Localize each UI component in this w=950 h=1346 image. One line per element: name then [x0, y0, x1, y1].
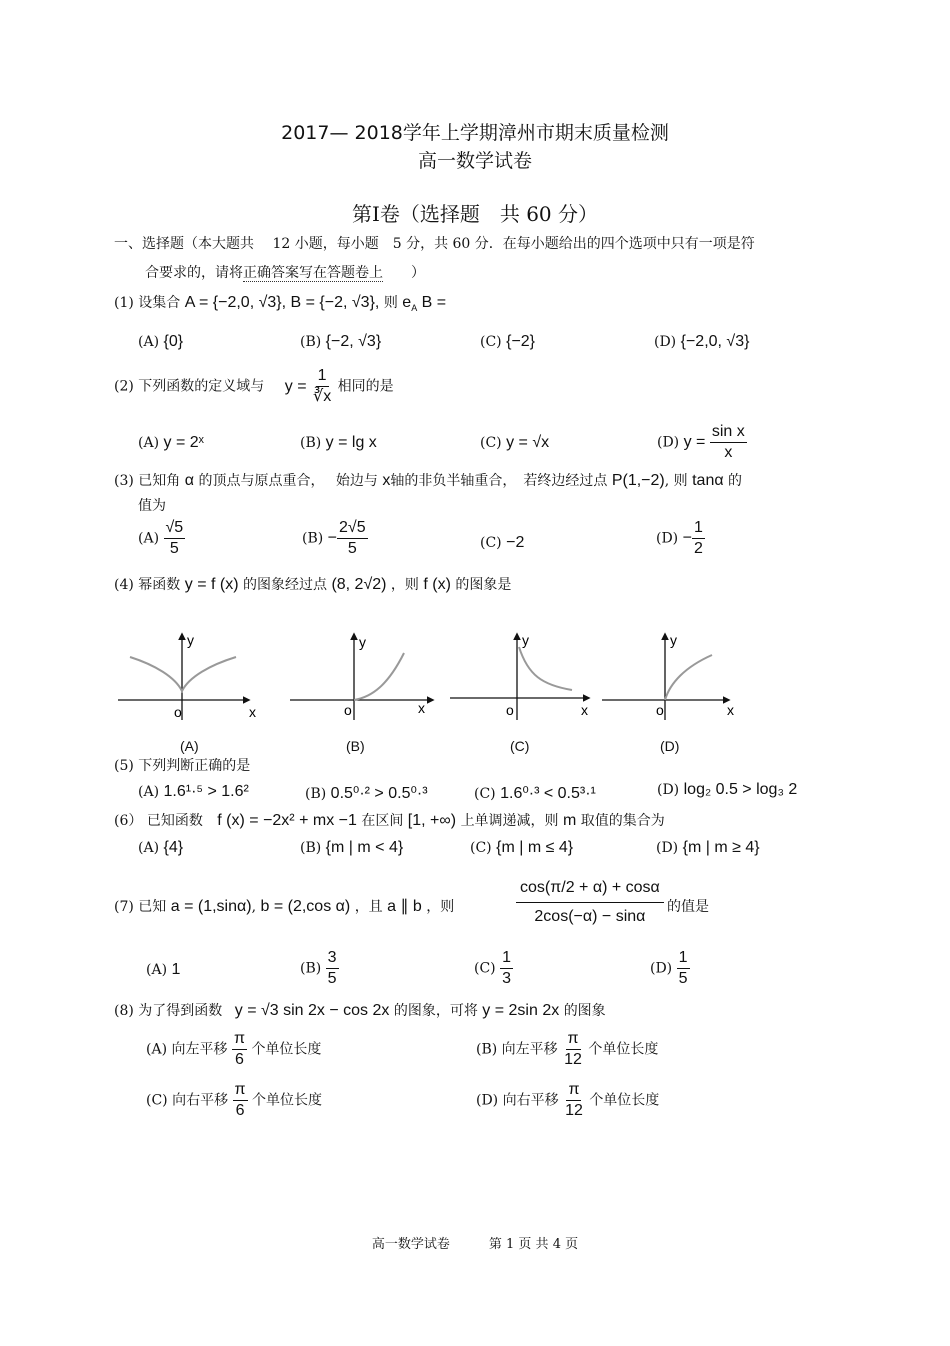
- q7-opt-b-label: (B): [300, 960, 322, 977]
- q4-label-a: (A): [180, 738, 199, 754]
- q3-opt-d-den: 2: [693, 540, 703, 557]
- q8-opt-a-den: 6: [235, 1051, 244, 1068]
- q2-opt-a-label: (A): [138, 435, 160, 451]
- q6-opt-d-label: (D): [656, 840, 679, 856]
- q7-option-b: [300, 948, 339, 989]
- q7-opt-c-den: 3: [502, 970, 511, 987]
- q5-opt-c-value: 1.6⁰·³ < 0.5³·¹: [500, 785, 596, 802]
- instructions-part-c: ）: [383, 265, 425, 281]
- question-6: [114, 810, 665, 830]
- q3-opt-d-num: 1: [692, 518, 705, 539]
- q8-opt-b-num: π: [566, 1029, 581, 1050]
- instructions-emphasis: 正确答案写在答题卷上: [243, 265, 383, 281]
- q7-parallel: a ∥ b: [387, 898, 422, 915]
- q1-number: (1): [114, 295, 134, 311]
- q4-label-b: (B): [346, 738, 365, 754]
- q7-opt-a-label: (A): [146, 962, 168, 978]
- q2-opt-d-fraction: [710, 422, 747, 463]
- q6-text-2: 在区间: [361, 813, 404, 829]
- q7-opt-d-frac: [677, 948, 690, 989]
- q7-text-3: ，则: [426, 899, 455, 915]
- q4-text-2: 的图象经过点: [242, 577, 327, 593]
- q1-opt-d-label: (D): [654, 334, 677, 350]
- q6-opt-a-label: (A): [138, 840, 160, 856]
- q2-option-a: [138, 434, 204, 452]
- q6-opt-c-value: {m | m ≤ 4}: [496, 839, 574, 856]
- q4-graph-c: [450, 632, 588, 720]
- q5-number: (5): [114, 758, 134, 774]
- q2-tail: 相同的是: [337, 378, 394, 395]
- q2-opt-d-value: y =: [683, 433, 706, 451]
- q4-b-xlabel: x: [418, 700, 425, 716]
- q8-opt-c-label: (C) 向右平移: [146, 1092, 229, 1109]
- q8-opt-b-den: 12: [564, 1051, 582, 1068]
- q1-opt-b-value: {−2, √3}: [325, 333, 382, 350]
- q4-d-ylabel: y: [670, 632, 677, 648]
- q4-text-4: 的图象是: [455, 577, 512, 593]
- exam-title: 2017— 2018学年上学期漳州市期末质量检测: [281, 122, 669, 144]
- q8-function: y = √3 sin 2x − cos 2x: [234, 1002, 390, 1019]
- q7-fraction: [516, 876, 664, 927]
- q4-function: y = f (x): [184, 576, 239, 593]
- q7-opt-d-num: 1: [677, 948, 690, 969]
- q6-number: (6）: [114, 813, 143, 829]
- q5-option-b: [305, 783, 428, 803]
- q2-option-d: [657, 422, 747, 463]
- q7-opt-b-den: 5: [327, 970, 337, 987]
- instructions-part-a: 合要求的，请将: [145, 265, 243, 281]
- q7-opt-b-frac: [326, 948, 339, 989]
- q4-a-ylabel: y: [187, 632, 194, 648]
- q8-option-a: [146, 1029, 321, 1070]
- q6-function: f (x) = −2x² + mx −1: [217, 812, 357, 829]
- q3-opt-a-frac: [164, 518, 186, 559]
- q3-number: (3): [114, 473, 134, 489]
- q3-x: x: [382, 472, 391, 489]
- q3-alpha: α: [184, 472, 194, 489]
- q3-opt-b-label: (B): [302, 530, 324, 547]
- q3-tan: tanα: [692, 472, 724, 489]
- q4-point: (8, 2√2): [331, 576, 387, 593]
- q5-opt-b-value: 0.5⁰·² > 0.5⁰·³: [330, 785, 428, 802]
- q4-d-origin: o: [656, 702, 664, 718]
- q1-complement-symbol: e: [402, 294, 412, 311]
- question-3: [114, 470, 742, 490]
- q7-fraction-inner: [516, 876, 664, 927]
- q8-opt-a-label: (A) 向左平移: [146, 1041, 228, 1058]
- q3-text-2: 的顶点与原点重合， 始边与: [198, 473, 378, 489]
- q7-text: 已知: [138, 899, 167, 915]
- q6-opt-b-value: {m | m < 4}: [325, 839, 404, 856]
- q4-number: (4): [114, 577, 134, 593]
- question-8: [114, 1000, 606, 1020]
- q6-opt-a-value: {4}: [163, 839, 184, 856]
- q3-opt-d-sign: −: [682, 529, 692, 547]
- q3-opt-b-num: 2√5: [337, 518, 368, 539]
- q1-opt-a-label: (A): [138, 334, 160, 350]
- q6-interval: [1, +∞): [407, 812, 457, 829]
- q4-label-d: (D): [660, 738, 680, 754]
- q2-opt-b-label: (B): [300, 435, 322, 451]
- q3-opt-a-den: 5: [169, 540, 179, 557]
- q4-label-c: (C): [510, 738, 530, 754]
- q7-opt-d-label: (D): [650, 960, 673, 977]
- q6-text-3: 上单调递减，则: [460, 813, 559, 829]
- q1-opt-c-value: {−2}: [506, 333, 536, 350]
- q1-complement: [402, 294, 447, 314]
- q1-option-b: [300, 333, 381, 351]
- q4-text: 幂函数: [138, 577, 181, 593]
- q2-opt-b-value: y = lg x: [325, 434, 377, 451]
- q3-option-b: [302, 518, 368, 559]
- q3-opt-a-label: (A): [138, 530, 160, 547]
- q5-text: 下列判断正确的是: [138, 758, 251, 774]
- q8-opt-c-tail: 个单位长度: [252, 1092, 323, 1109]
- q8-opt-d-den: 12: [565, 1102, 583, 1119]
- q3-opt-d-label: (D): [656, 530, 679, 547]
- q3-option-c: [480, 534, 524, 552]
- q6-option-d: [656, 839, 760, 857]
- q7-opt-c-frac: [500, 948, 513, 989]
- q1-opt-c-label: (C): [480, 334, 502, 350]
- q6-opt-b-label: (B): [300, 840, 322, 856]
- q7-option-c: [474, 948, 513, 989]
- q8-opt-d-num: π: [566, 1080, 581, 1101]
- q2-option-b: [300, 434, 377, 452]
- q1-option-a: [138, 333, 183, 351]
- q4-graph-d: [602, 632, 734, 720]
- page-footer: 高一数学试卷 第 1 页 共 4 页: [371, 1237, 579, 1252]
- q4-c-xlabel: x: [581, 702, 588, 718]
- q3-opt-c-value: −2: [506, 534, 525, 551]
- q1-opt-d-value: {−2,0, √3}: [680, 333, 750, 350]
- q4-function-2: f (x): [423, 576, 451, 593]
- q6-option-a: [138, 839, 183, 857]
- q2-fraction: [311, 366, 333, 407]
- q6-opt-c-label: (C): [470, 840, 492, 856]
- q3-opt-b-den: 5: [347, 540, 357, 557]
- q1-opt-b-label: (B): [300, 334, 322, 350]
- q1-set-a: A = {−2,0, √3},: [184, 294, 287, 311]
- section-title: 第Ⅰ卷（选择题 共 60 分）: [351, 202, 599, 226]
- instructions-line1: 一、选择题（本大题共 12 小题，每小题 5 分，共 60 分．在每小题给出的四个选项中只有一项是符: [114, 236, 755, 252]
- q5-option-c: [474, 783, 596, 803]
- q8-opt-a-tail: 个单位长度: [251, 1041, 322, 1058]
- q3-text-5: 的: [728, 473, 743, 489]
- q7-opt-c-num: 1: [500, 948, 513, 969]
- q1-then: 则: [383, 295, 398, 311]
- q6-text-4: 取值的集合为: [580, 813, 665, 829]
- q2-number: (2): [114, 378, 134, 395]
- q5-opt-c-label: (C): [474, 786, 496, 802]
- q1-set-b: B = {−2, √3},: [290, 294, 380, 311]
- q3-point: P(1,−2): [611, 472, 665, 489]
- q7-vector-b: b = (2,cos α): [260, 898, 351, 915]
- q2-opt-a-value: y = 2ˣ: [163, 434, 204, 451]
- q1-complement-b: B =: [421, 294, 447, 311]
- q8-opt-c-den: 6: [235, 1102, 245, 1119]
- exam-subtitle: 高一数学试卷: [417, 150, 532, 172]
- q4-c-ylabel: y: [522, 632, 529, 648]
- q8-opt-c-frac: [233, 1080, 248, 1121]
- q8-text: 为了得到函数: [138, 1003, 223, 1019]
- q3-opt-d-frac: [692, 518, 705, 559]
- q4-text-3: ，则: [390, 577, 419, 593]
- q7-option-d: [650, 948, 690, 989]
- q3-opt-b-frac: [337, 518, 368, 559]
- q6-option-c: [470, 839, 573, 857]
- q6-opt-d-value: {m | m ≥ 4}: [682, 839, 760, 856]
- question-2: [114, 366, 394, 407]
- q8-opt-c-num: π: [233, 1080, 248, 1101]
- q4-d-xlabel: x: [727, 702, 734, 718]
- q8-opt-b-frac: [562, 1029, 584, 1070]
- q8-option-c: [146, 1080, 322, 1121]
- instructions-line2: [145, 262, 425, 282]
- q8-option-d: [476, 1080, 659, 1121]
- question-7: (7) 已知 a = (1,sinα), b = (2,cos α) ，且 a ∥ b ，则: [114, 898, 455, 915]
- q5-opt-a-label: (A): [138, 784, 160, 800]
- q7-opt-b-num: 3: [326, 948, 339, 969]
- q8-opt-b-label: (B) 向左平移: [476, 1041, 558, 1058]
- q4-c-origin: o: [506, 702, 514, 718]
- q7-opt-a-value: 1: [171, 961, 181, 978]
- q5-option-a: [138, 783, 249, 801]
- q7-vector-a: a = (1,sinα): [170, 898, 252, 915]
- q6-text: 已知函数: [146, 813, 203, 829]
- q8-opt-d-label: (D) 向右平移: [476, 1092, 559, 1109]
- q7-opt-d-den: 5: [678, 970, 688, 987]
- q8-opt-a-num: π: [232, 1029, 247, 1050]
- q1-complement-sub: A: [411, 303, 418, 314]
- q8-opt-a-frac: [232, 1029, 247, 1070]
- q3-option-d: [656, 518, 705, 559]
- q3-line2: 值为: [138, 498, 166, 514]
- q2-y: y =: [284, 377, 307, 395]
- question-4: [114, 574, 511, 594]
- q8-opt-d-frac: [563, 1080, 585, 1121]
- q7-frac-den: 2cos(−α) − sinα: [534, 908, 646, 925]
- q6-m: m: [563, 812, 577, 829]
- q4-graphs: [110, 625, 750, 760]
- question-5: [114, 755, 250, 775]
- q2-option-c: [480, 434, 549, 452]
- q2-opt-d-den: x: [724, 444, 733, 461]
- q3-text: 已知角: [138, 473, 181, 489]
- q8-function-g: y = 2sin 2x: [482, 1002, 560, 1019]
- q3-opt-a-num: √5: [164, 518, 186, 539]
- q2-opt-c-label: (C): [480, 435, 502, 451]
- q1-option-c: [480, 333, 535, 351]
- q7-opt-c-label: (C): [474, 960, 496, 977]
- q4-b-ylabel: y: [359, 634, 366, 650]
- q8-opt-b-tail: 个单位长度: [588, 1041, 659, 1058]
- q3-text-3: 轴的非负半轴重合， 若终边经过点: [390, 473, 608, 489]
- q1-option-d: [654, 333, 749, 351]
- q5-opt-b-label: (B): [305, 786, 327, 802]
- q2-frac-num: 1: [316, 366, 329, 387]
- q2-opt-d-label: (D): [657, 434, 680, 451]
- q5-opt-d-value: log₂ 0.5 > log₃ 2: [683, 781, 798, 798]
- q8-number: (8): [114, 1003, 134, 1019]
- q3-option-a: [138, 518, 185, 559]
- q2-frac-den: ∛x: [313, 388, 332, 405]
- q4-a-origin: o: [174, 704, 182, 720]
- q1-text: 设集合: [138, 295, 181, 311]
- q5-opt-a-value: 1.6¹·⁵ > 1.6²: [163, 783, 249, 800]
- q8-option-b: [476, 1029, 658, 1070]
- q5-opt-d-label: (D): [657, 782, 680, 798]
- q3-opt-c-label: (C): [480, 535, 502, 551]
- q7-tail: 的值是: [667, 899, 709, 915]
- q4-b-origin: o: [344, 702, 352, 718]
- q7-number: (7): [114, 899, 134, 915]
- question-1: [114, 292, 446, 313]
- q7-text-2: ，且: [354, 899, 383, 915]
- q4-graph-b: [290, 634, 432, 720]
- q3-opt-b-sign: −: [327, 529, 338, 547]
- q8-text-3: 的图象: [563, 1003, 606, 1019]
- q3-text-4: , 则: [664, 473, 688, 489]
- q7-frac-num: cos(π/2 + α) + cosα: [516, 876, 664, 903]
- q8-text-2: 的图象，可将: [393, 1003, 478, 1019]
- q8-opt-d-tail: 个单位长度: [589, 1092, 660, 1109]
- q2-opt-c-value: y = √x: [506, 434, 550, 451]
- q4-graph-a: [118, 632, 256, 720]
- q5-option-d: [657, 781, 797, 799]
- q4-a-xlabel: x: [249, 704, 256, 720]
- q6-option-b: [300, 839, 403, 857]
- q2-opt-d-num: sin x: [710, 422, 747, 443]
- q7-option-a: [146, 961, 180, 979]
- q2-text: 下列函数的定义域与: [138, 378, 265, 395]
- q1-opt-a-value: {0}: [163, 333, 184, 350]
